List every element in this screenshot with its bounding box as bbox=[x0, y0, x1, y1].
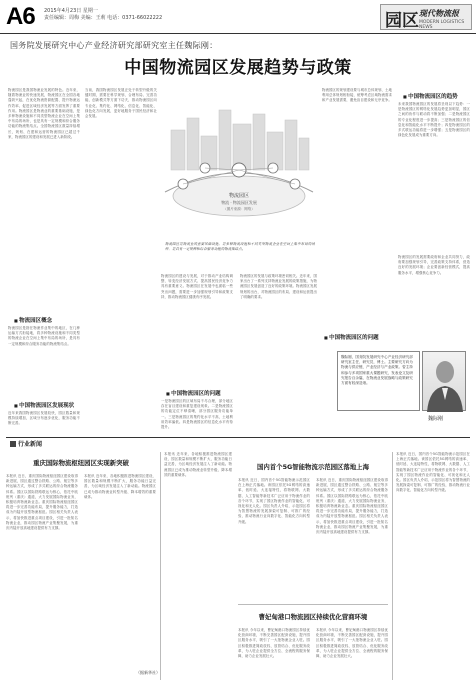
news-story1-text-b: 本报讯 近年来，各地积极推进物流园区建设，园区数量和规模不断扩大，服务功能日益完善，为区域经济发展注入了新动能。物流园区已成为推动物流业转型升级、降本增效的重要载体。 bbox=[84, 474, 156, 499]
article-headline: 中国物流园区发展趋势与政策 bbox=[124, 58, 352, 78]
graphic-title: 物流园区 bbox=[228, 193, 250, 199]
col1-paragraph-1: 物流园区是我国物流业发展的特色。近年来，随着物流业的快速发展，物流园区在全国各地蓬勃兴起，在优化物流资源配置、提升物流运作效率、促进区域经济发展等方面发挥了重要作用。物流园区是物流业的重要基础设施，是多种物流设施和不同类型物流企业在空间上集中布局的场所，也是具有一定规模和综合服务功能的物流集结点。全国物流园区数量持续增长，规划、在建和运营的物流园区已超过千家，物流园区的建设和发展已进入新阶段。 bbox=[8, 88, 80, 139]
news-section-band bbox=[6, 437, 470, 447]
masthead-meta bbox=[44, 8, 162, 22]
news-story3-text-b: 本报讯 今年以来，曹妃甸港口物流园区持续优化营商环境，不断完善园区配套设施，提升园区服务水平，吸引了一大批物流企业入驻。园区积极推进简政放权、放管结合、优化服务改革，为入驻企业提供全方位、全流程的服务保障，助力企业发展壮大。 bbox=[316, 628, 388, 659]
col5-paragraph-1: 物流园区的规划建设要与城市总体规划、土地利用总体规划相衔接，统筹考虑区域物流需求和产业发展需要，避免盲目建设和无序竞争。 bbox=[322, 88, 392, 103]
news-right-col-text: 本报讯 近日，国内首个5G智能物流示范园区在上海正式落地。该园区依托5G网络的高速率、低时延、大连接特性，将物联网、大数据、人工智能等新技术广泛应用于物流作业的各个环节，实现了园区物流作业的智能化、可视化和无人化。园区负责人介绍，示范园区将为智慧物流的发展探索可复制、可推广的经验，推动物流行业向数字化、智能化方向转型升级。 bbox=[396, 452, 470, 493]
section-name: 园区 bbox=[385, 11, 419, 31]
news-section-label bbox=[10, 439, 42, 448]
news-story1-byline: （据新华社） bbox=[136, 670, 160, 675]
graphic-subtitle: 物流 · 物流园区发展 bbox=[221, 200, 257, 205]
author-bio: 魏际刚，国务院发展研究中心产业经济研究部研究室主任、研究员，博士。主要研究方向为物流与供应链、产业经济与产业政策。曾主持和参与多项国家重大课题研究，发表论文及研究报告百余篇，在物流业发展战略与政策研究方面有较深造诣。 bbox=[341, 355, 413, 386]
col6-paragraph-2: 物流园区的发展需要政府和企业共同努力，政府要加强规划引导，完善政策支持体系，营造良好的发展环境；企业要创新经营模式，提高服务水平，增强核心竞争力。 bbox=[398, 255, 470, 275]
graphic-caption: 物流园区是物流业的重要基础设施，是多种物流设施和不同类型物流企业在空间上集中布局的场所，是具有一定规模和综合服务功能的物流集结点。 bbox=[165, 242, 315, 252]
col6-paragraph-1: 未来我国物流园区的发展将呈现以下趋势：一是物流园区的网络化发展趋势更加明显，园区之间的协作与联动将不断加强；二是物流园区的专业化程度进一步提高；三是物流园区的信息化和智能化水平不断提升；四是物流园区的多式联运功能将进一步增强；五是物流园区的绿色化发展成为重要方向。 bbox=[398, 102, 470, 138]
newspaper-name-en: MODERN LOGISTICS NEWS bbox=[419, 20, 465, 30]
news-story3-title: 曹妃甸港口物流园区持续优化营商环境 bbox=[258, 613, 368, 621]
newspaper-brand bbox=[380, 4, 472, 30]
portrait-icon bbox=[423, 352, 467, 412]
news-story2-text-a: 本报讯 近日，国内首个5G智能物流示范园区在上海正式落地。该园区依托5G网络的高速率、低时延、大连接特性，将物联网、大数据、人工智能等新技术广泛应用于物流作业的各个环节，实现了园区物流作业的智能化、可视化和无人化。园区负责人介绍，示范园区将为智慧物流的发展探索可复制、可推广的经验，推动物流行业向数字化、智能化方向转型升级。 bbox=[238, 478, 310, 524]
author-bio-box bbox=[337, 351, 420, 411]
news-square-icon bbox=[10, 441, 16, 447]
author-name: 魏际刚 bbox=[428, 416, 444, 422]
news-story1-title: 重庆国际物流枢纽园区实现新突破 bbox=[33, 459, 129, 467]
news-label-text: 行业新闻 bbox=[18, 441, 43, 448]
article-kicker: 国务院发展研究中心产业经济研究部研究室主任魏际刚： bbox=[10, 41, 218, 50]
col6-subheading: ■ 中国物流园区的趋势 bbox=[403, 92, 458, 100]
col1-subheading-1: ■ 物流园区概念 bbox=[14, 316, 52, 324]
news-col-text: 本报讯 近年来，各地积极推进物流园区建设，园区数量和规模不断扩大，服务功能日益完善，为区域经济发展注入了新动能。物流园区已成为推动物流业转型升级、降本增效的重要载体。 bbox=[164, 452, 232, 477]
col4-paragraph: 物流园区的发展与政策环境密切相关。近年来，国家出台了一系列支持物流业发展的政策措施，为物流园区发展创造了良好的政策环境。物流园区发展规划的出台，对物流园区的布局、建设和运营提出了明确的要求。 bbox=[240, 274, 317, 299]
editor-line: 责任编辑：周梅 美编：王莉 电话：0371-66022222 bbox=[44, 15, 163, 21]
col2-paragraph-1: 当前，我国物流园区发展正处于转型升级的关键时期，需要在科学规划、合理布局、完善功能、创新模式等方面下功夫，推动物流园区向专业化、集约化、网络化、信息化、智能化、绿色化方向发展，更好地服务于国民经济和社会发展。 bbox=[85, 88, 157, 119]
column-divider bbox=[160, 452, 161, 680]
col1-paragraph-2: 物流园区是指在物流作业集中的地区，在几种运输方式衔接地，将多种物流设施和不同类型的物流企业在空间上集中布局的场所，是具有一定规模和综合服务功能的物流集结点。 bbox=[8, 326, 80, 346]
col3-subheading: ■ 中国物流园区的问题 bbox=[166, 389, 221, 397]
col5-subheading: ■ 中国物流园区的问题 bbox=[324, 333, 379, 341]
news-story2-text-b: 本报讯 近日，重庆国际物流枢纽园区建设取得新进展，园区通过整合铁路、公路、航空等多种运输方式，形成了多式联运的综合物流服务体系。园区以国际铁路联运为核心，依托中欧班列（重庆）通道，大力发展国际物流业务，积极培育物流新业态。重庆国际物流枢纽园区将进一步完善功能布局，提升服务能力，打造成为内陆开放型物流枢纽。园区相关负责人表示，将加快推进重点项目建设，引进一批知名物流企业，推动园区物流产业集聚发展，为重庆内陆开放高地建设提供有力支撑。 bbox=[316, 478, 388, 535]
author-photo bbox=[422, 351, 466, 411]
page-number: A6 bbox=[6, 3, 35, 30]
news-story1-text-a: 本报讯 近日，重庆国际物流枢纽园区建设取得新进展，园区通过整合铁路、公路、航空等多种运输方式，形成了多式联运的综合物流服务体系。园区以国际铁路联运为核心，依托中欧班列（重庆）通道，大力发展国际物流业务，积极培育物流新业态。重庆国际物流枢纽园区将进一步完善功能布局，提升服务能力，打造成为内陆开放型物流枢纽。园区相关负责人表示，将加快推进重点项目建设，引进一批知名物流企业，推动园区物流产业集聚发展，为重庆内陆开放高地建设提供有力支撑。 bbox=[6, 474, 78, 531]
newspaper-name: 现代物流报 bbox=[419, 8, 459, 18]
col1-subheading-2: ■ 中国物流园区发展现状 bbox=[14, 401, 74, 409]
news-story3-text-a: 本报讯 今年以来，曹妃甸港口物流园区持续优化营商环境，不断完善园区配套设施，提升园区服务水平，吸引了一大批物流企业入驻。园区积极推进简政放权、放管结合、优化服务改革，为入驻企业提供全方位、全流程的服务保障，助力企业发展壮大。 bbox=[238, 628, 310, 659]
column-divider-right bbox=[392, 452, 393, 680]
city-network-graphic bbox=[161, 100, 317, 240]
story-divider bbox=[238, 604, 388, 605]
news-story2-title: 国内首个5G智能物流示范园区落地上海 bbox=[257, 463, 369, 471]
col3-paragraph-1: 物流园区的建设与发展，对于推动产业结构调整、转变经济发展方式、提高国民经济竞争力具有重要意义。物流园区在发展中也面临一些突出问题，需要进一步加强规划引导和政策支持，推动物流园区健康有序发展。 bbox=[161, 274, 233, 299]
col3-paragraph-2: 一是物流园区的区域布局不尽合理，部分地区存在盲目建设和重复建设现象。二是物流园区的功能定位不够清晰，部分园区服务功能单一。三是物流园区的集约化水平不高，土地利用效率偏低。四是物流园区的信息化水平有待提升。 bbox=[161, 399, 233, 430]
masthead bbox=[0, 0, 476, 34]
graphic-source: （图片来源：网络） bbox=[223, 207, 255, 211]
issue-date: 2015年4月23日 星期一 bbox=[44, 8, 98, 14]
col1-paragraph-3: 近年来我国物流园区发展较快，园区数量和规模持续增加，区域分布逐步优化，服务功能不断完善。 bbox=[8, 411, 80, 426]
